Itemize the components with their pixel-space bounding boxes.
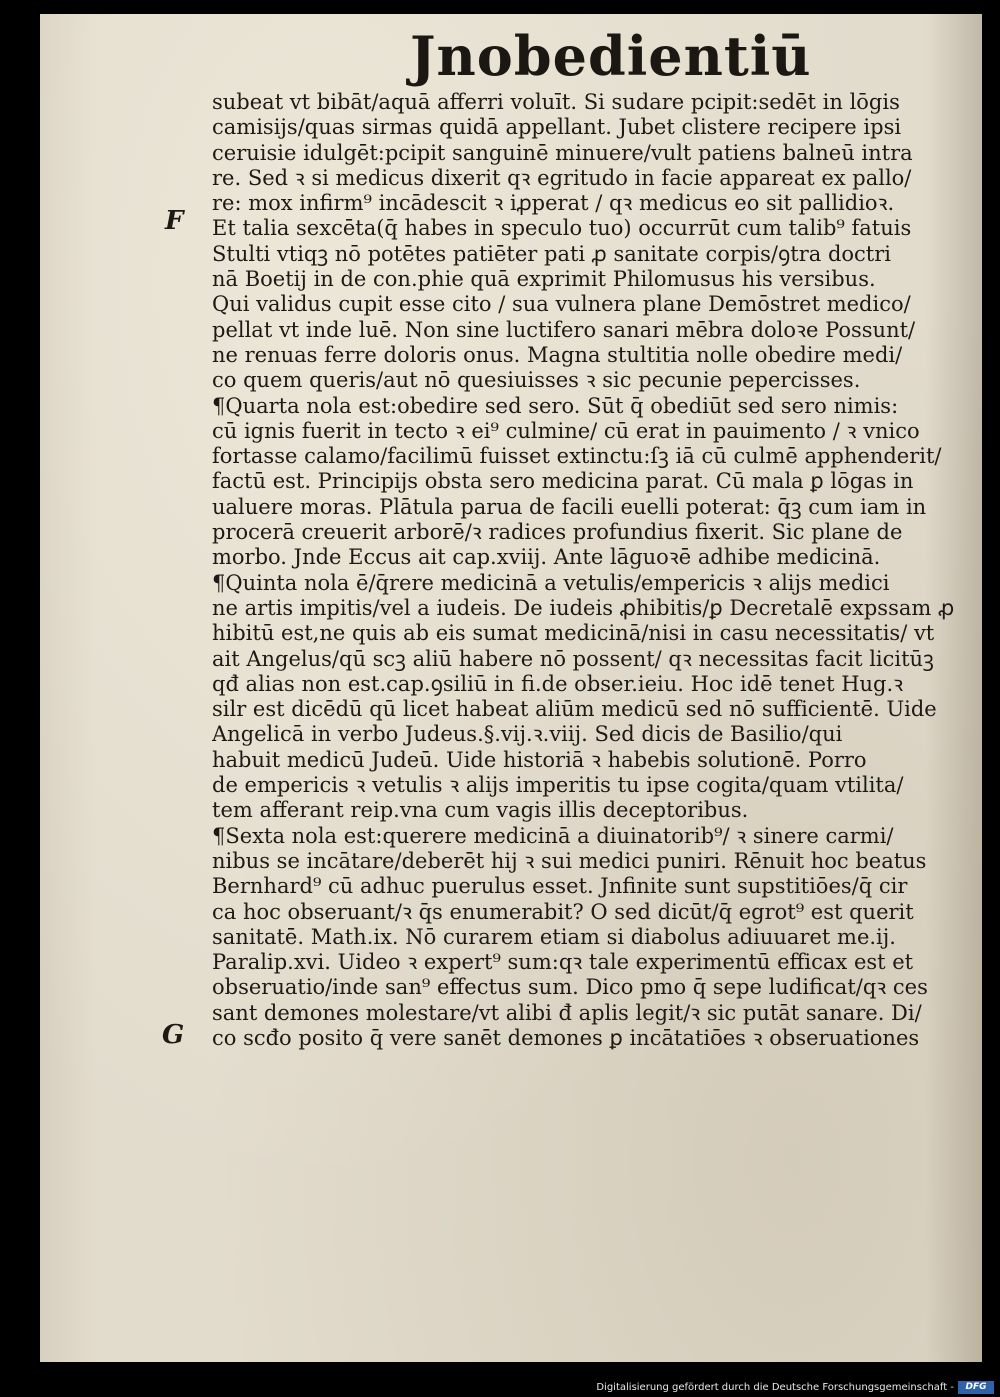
text-line: nibus se incātare/deberēt hij ꝛ sui medici puniri. Rēnuit hoc beatus [212, 848, 927, 873]
text-line: tem afferant reip.vna cum vagis illis deceptoribus. [212, 798, 749, 823]
text-line: ceruisie idulgēt:pcipit sanguinē minuere/vult patiens balneū intra [212, 140, 913, 165]
text-line: subeat vt bibāt/aquā afferri voluīt. Si sudare pcipit:sedēt in lōgis [212, 90, 900, 114]
text-line: Et talia sexcēta(q̄ habes in speculo tuo) occurrūt cum talib⁹ fatuis [212, 216, 912, 241]
body-text [212, 90, 972, 1051]
text-line: Stulti vtiqꝫ nō potētes patiēter pati ꝓ sanitate corpis/ꝯtra doctri [212, 241, 892, 266]
margin-mark-f: F [165, 206, 184, 236]
text-line: qđ alias non est.cap.ꝯsiliū in fi.de obser.ieiu. Hoc idē tenet Hug.ꝛ [212, 671, 904, 696]
text-line: ne artis impitis/vel a iudeis. De iudeis ꝓhibitis/ꝑ Decretalē expssam ꝓ [212, 595, 955, 620]
text-line: sant demones molestare/vt alibi đ aplis legit/ꝛ sic putāt sanare. Di/ [212, 1000, 922, 1025]
text-line: pellat vt inde luē. Non sine luctifero sanari mēbra doloꝛe Possunt/ [212, 317, 916, 342]
text-line: co quem queris/aut nō quesiuisses ꝛ sic pecunie pepercisses. [212, 368, 861, 393]
text-line: factū est. Principijs obsta sero medicina parat. Cū mala ꝑ lōgas in [212, 469, 914, 494]
text-line: silr est dicēdū qū licet habeat aliūm medicū sed nō sufficientē. Uide [212, 697, 937, 722]
text-line: Paralip.xvi. Uideo ꝛ expert⁹ sum:qꝛ tale experimentū efficax est et [212, 950, 914, 975]
text-line: hibitū est,ne quis ab eis sumat medicinā/nisi in casu necessitatis/ vt [212, 621, 935, 646]
digitization-credit: Digitalisierung gefördert durch die Deutsche Forschungsgemeinschaft - [596, 1382, 954, 1393]
running-heading: Jnobedientiū [410, 24, 812, 88]
text-line: ¶Quinta nola ē/q̄rere medicinā a vetulis/empericis ꝛ alijs medici [212, 570, 890, 595]
text-line: co scđo posito q̄ vere sanēt demones ꝑ incātatiōes ꝛ obseruationes [212, 1025, 920, 1050]
text-line: fortasse calamo/facilimū fuisset extinctu:ſꝫ iā cū culmē apphenderit/ [212, 444, 942, 469]
text-line: ca hoc obseruant/ꝛ q̄s enumerabit? O sed dicūt/q̄ egrot⁹ est querit [212, 899, 914, 924]
text-line: de empericis ꝛ vetulis ꝛ alijs imperitis tu ipse cogita/quam vtilita/ [212, 773, 904, 798]
text-line: Qui validus cupit esse cito / sua vulnera plane Demōstret medico/ [212, 292, 911, 317]
text-line: ait Angelus/qū scꝫ aliū habere nō possent/ qꝛ necessitas facit licitūꝫ [212, 646, 934, 671]
text-line: ualuere moras. Plātula parua de facili euelli poterat: q̄ꝫ cum iam in [212, 494, 927, 519]
text-line: procerā creuerit arborē/ꝛ radices profundius fixerit. Sic plane de [212, 520, 903, 545]
text-line: camisijs/quas sirmas quidā appellant. Jubet clistere recipere ipsi [212, 115, 902, 140]
text-line: morbo. Jnde Eccus ait cap.xviij. Ante lāguoꝛē adhibe medicinā. [212, 545, 881, 570]
book-page [40, 14, 982, 1362]
text-line: cū ignis fuerit in tecto ꝛ ei⁹ culmine/ cū erat in pauimento / ꝛ vnico [212, 418, 920, 443]
text-line: Angelicā in verbo Judeus.§.vij.ꝛ.viij. Sed dicis de Basilio/qui [212, 722, 843, 747]
text-line: obseruatio/inde san⁹ effectus sum. Dico pmo q̄ sepe ludificat/qꝛ ces [212, 975, 928, 1000]
text-line: ¶Quarta nola est:obedire sed sero. Sūt q̄ obediūt sed sero nimis: [212, 393, 899, 418]
dfg-logo-icon: DFG [958, 1381, 994, 1394]
text-line: ne renuas ferre doloris onus. Magna stultitia nolle obedire medi/ [212, 342, 903, 367]
text-line: re: mox infirm⁹ incādescit ꝛ iꝓperat / qꝛ medicus eo sit pallidioꝛ. [212, 191, 895, 216]
text-line: nā Boetij in de con.phie quā exprimit Philomusus his versibus. [212, 267, 876, 292]
margin-mark-g: G [162, 1020, 185, 1050]
text-line: ¶Sexta nola est:querere medicinā a diuinatorib⁹/ ꝛ sinere carmi/ [212, 823, 894, 848]
text-line: habuit medicū Judeū. Uide historiā ꝛ habebis solutionē. Porro [212, 747, 867, 772]
text-line: Bernhard⁹ cū adhuc puerulus esset. Jnfinite sunt supstitiōes/q̄ cir [212, 874, 908, 899]
text-line: re. Sed ꝛ si medicus dixerit qꝛ egritudo in facie appareat ex pallo/ [212, 165, 912, 190]
text-line: sanitatē. Math.ix. Nō curarem etiam si diabolus adiuuaret me.ij. [212, 924, 896, 949]
